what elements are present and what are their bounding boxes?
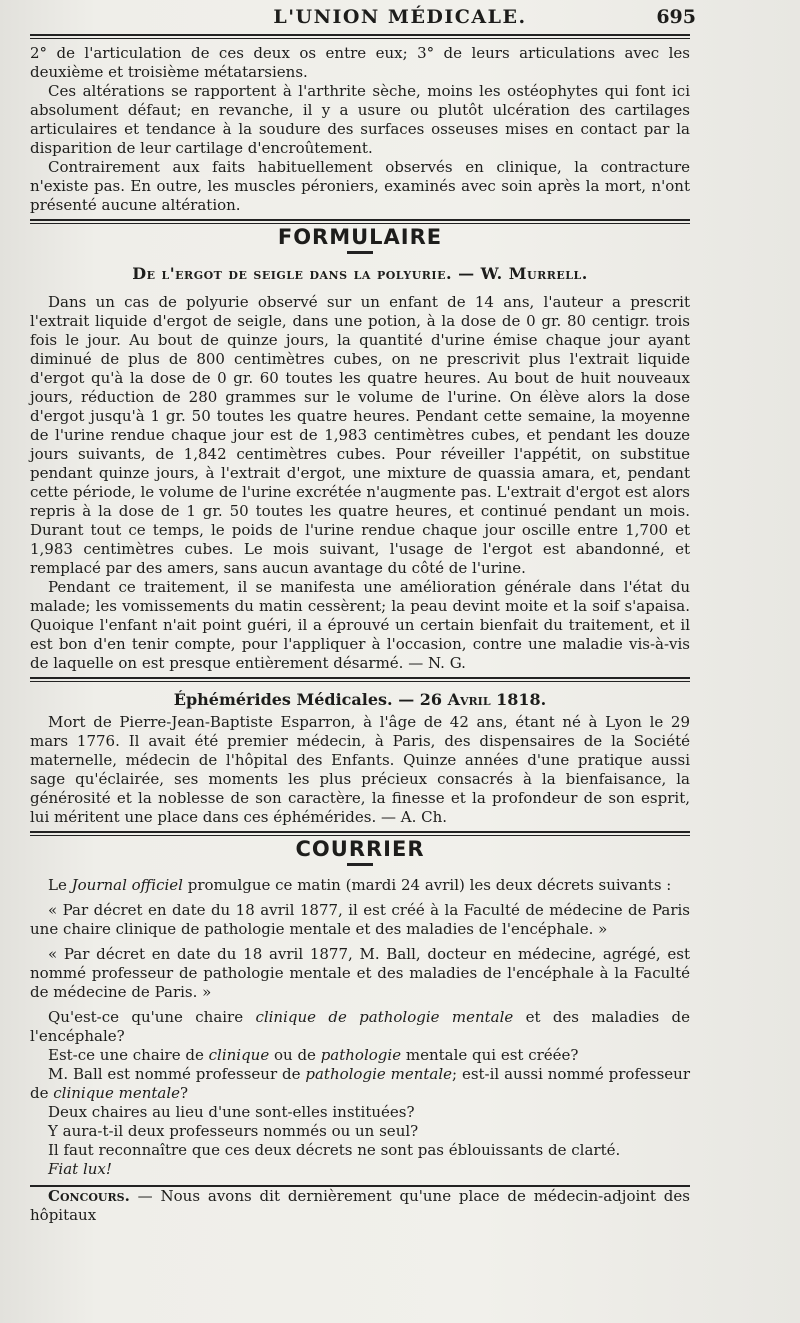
section-separator [30, 831, 690, 836]
question-1 [30, 1008, 690, 1046]
courrier-p1-start: Le [48, 876, 72, 894]
decree-2: « Par décret en date du 18 avril 1877, M. Ball, docteur en médecine, agrégé, est nommé professeur de pathologie mentale et des maladies de l'encéphale à la Faculté de médecine de Paris. » [30, 945, 690, 1001]
section-separator [30, 219, 690, 224]
question-1-italic: clinique de pathologie mentale [255, 1008, 514, 1026]
decree-1: « Par décret en date du 18 avril 1877, il est créé à la Faculté de médecine de Paris une chaire clinique de pathologie mentale et des maladies de l'encéphale. » [30, 901, 690, 938]
intro-paragraph-1: 2° de l'articulation de ces deux os entre eux; 3° de leurs articulations avec les deuxième et troisième métatarsiens. [30, 44, 690, 81]
question-2-end: mentale qui est créée? [401, 1046, 579, 1064]
question-3-italic-2: clinique mentale [53, 1084, 181, 1102]
question-1-start: Qu'est-ce qu'une chaire [48, 1008, 256, 1026]
concours-text: — Nous avons dit dernièrement qu'une place de médecin-adjoint des hôpitaux [30, 1187, 690, 1224]
journal-title: L'UNION MÉDICALE. [273, 6, 527, 28]
question-2-italic-1: clinique [208, 1046, 270, 1064]
ephemerides-heading [30, 690, 690, 709]
question-2-start: Est-ce une chaire de [48, 1046, 209, 1064]
formulaire-subheading: De l'ergot de seigle dans la polyurie. — W. Murrell. [132, 264, 588, 283]
question-2 [30, 1046, 690, 1065]
concours-label: Concours. [48, 1187, 130, 1205]
question-4: Deux chaires au lieu d'une sont-elles instituées? [48, 1103, 415, 1121]
concours-paragraph [30, 1187, 690, 1225]
ephemerides-paragraph: Mort de Pierre-Jean-Baptiste Esparron, à l'âge de 42 ans, étant né à Lyon le 29 mars 1776. Il avait été premier médecin, à Paris, des dispensaires de la Société maternelle, médecin de l'hôpital des Enfants. Quinze années d'une pratique aussi sage qu'éclairée, ses moments les plus précieux consacrés à la bienfaisance, la générosité et la noblesse de son caractère, la finesse et la profondeur de son esprit, lui méritent une place dans ces éphémérides. — A. Ch. [30, 713, 690, 826]
question-1-end: et des maladies de l'encéphale? [30, 1008, 690, 1045]
page-number: 695 [656, 6, 696, 28]
short-rule [347, 251, 373, 254]
formulaire-paragraph-2: Pendant ce traitement, il se manifesta une amélioration générale dans l'état du malade; les vomissements du matin cessèrent; la peau devint moite et la soif s'apaisa. Quoique l'enfant n'ait point guéri, il a éprouvé un certain bienfait du traitement, et il est bon d'en tenir compte, pour l'appliquer à l'occasion, contre une maladie vis-à-vis de laquelle on est presque entièrement désarmé. — N. G. [30, 578, 690, 672]
courrier-paragraph-1 [30, 876, 690, 895]
header-rule [30, 34, 690, 36]
journal-officiel-italic: Journal officiel [71, 876, 183, 894]
header-rule-thin [30, 38, 690, 39]
question-5: Y aura-t-il deux professeurs nommés ou un seul? [48, 1122, 419, 1140]
question-3-mid: ; est-il aussi nommé professeur de [30, 1065, 690, 1102]
courrier-p1-end: promulgue ce matin (mardi 24 avril) les deux décrets suivants : [182, 876, 672, 894]
formulaire-paragraph-1: Dans un cas de polyurie observé sur un enfant de 14 ans, l'auteur a prescrit l'extrait liquide d'ergot de seigle, dans une potion, à la dose de 0 gr. 80 centigr. trois fois le jour. Au bout de quinze jours, la quantité d'urine émise chaque jour ayant diminué de plus de 800 centimètres cubes, on ne prescrivit plus l'extrait liquide d'ergot qu'à la dose de 0 gr. 60 toutes les quatre heures. Au bout de huit nouveaux jours, réduction de 280 grammes sur le volume de l'urine. On élève alors la dose d'ergot jusqu'à 1 gr. 50 toutes les quatre heures. Pendant cette semaine, la moyenne de l'urine rendue chaque jour est de 1,983 centimètres cubes, et pendant les douze jours suivants, de 1,842 centimètres cubes. Pour réveiller l'appétit, on substitue pendant quinze jours, à l'extrait d'ergot, une mixture de quassia amara, et, pendant cette période, le volume de l'urine excrétée n'augmente pas. L'extrait d'ergot est alors repris à la dose de 1 gr. 50 toutes les quatre heures, et continué pendant un mois. Durant tout ce temps, le poids de l'urine rendue chaque jour oscille entre 1,700 et 1,983 centimètres cubes. Le mois suivant, l'usage de l'ergot est abandonné, et remplacé par des amers, sans aucun avantage du côté de l'urine. [30, 293, 690, 577]
question-3-italic-1: pathologie mentale [305, 1065, 453, 1083]
question-2-italic-2: pathologie [320, 1046, 402, 1064]
question-3-end: ? [180, 1084, 189, 1102]
formulaire-heading: FORMULAIRE [277, 225, 443, 249]
short-rule [347, 863, 373, 866]
intro-paragraph-2: Ces altérations se rapportent à l'arthrite sèche, moins les ostéophytes qui font ici absolument défaut; en revanche, il y a usure ou plutôt ulcération des cartilages articulaires et tendance à la soudure des surfaces osseuses mises en contact par la disparition de leur cartilage d'encroûtement. [30, 82, 690, 157]
fiat-lux [30, 1160, 690, 1179]
ephemerides-date: — 26 Avril 1818. [398, 690, 547, 709]
intro-paragraph-3: Contrairement aux faits habituellement observés en clinique, la contracture n'existe pas. En outre, les muscles péroniers, examinés avec soin après la mort, n'ont présenté aucune altération. [30, 158, 690, 214]
remark: Il faut reconnaître que ces deux décrets ne sont pas éblouissants de clarté. [48, 1141, 621, 1159]
page-content [30, 44, 690, 1225]
section-separator [30, 677, 690, 682]
ephemerides-title: Éphémérides Médicales. [173, 690, 393, 709]
fiat-lux-italic: Fiat lux! [48, 1160, 112, 1178]
question-3 [30, 1065, 690, 1103]
question-2-mid: ou de [269, 1046, 321, 1064]
courrier-heading: COURRIER [295, 837, 425, 861]
page-header [0, 0, 800, 40]
question-3-start: M. Ball est nommé professeur de [48, 1065, 306, 1083]
